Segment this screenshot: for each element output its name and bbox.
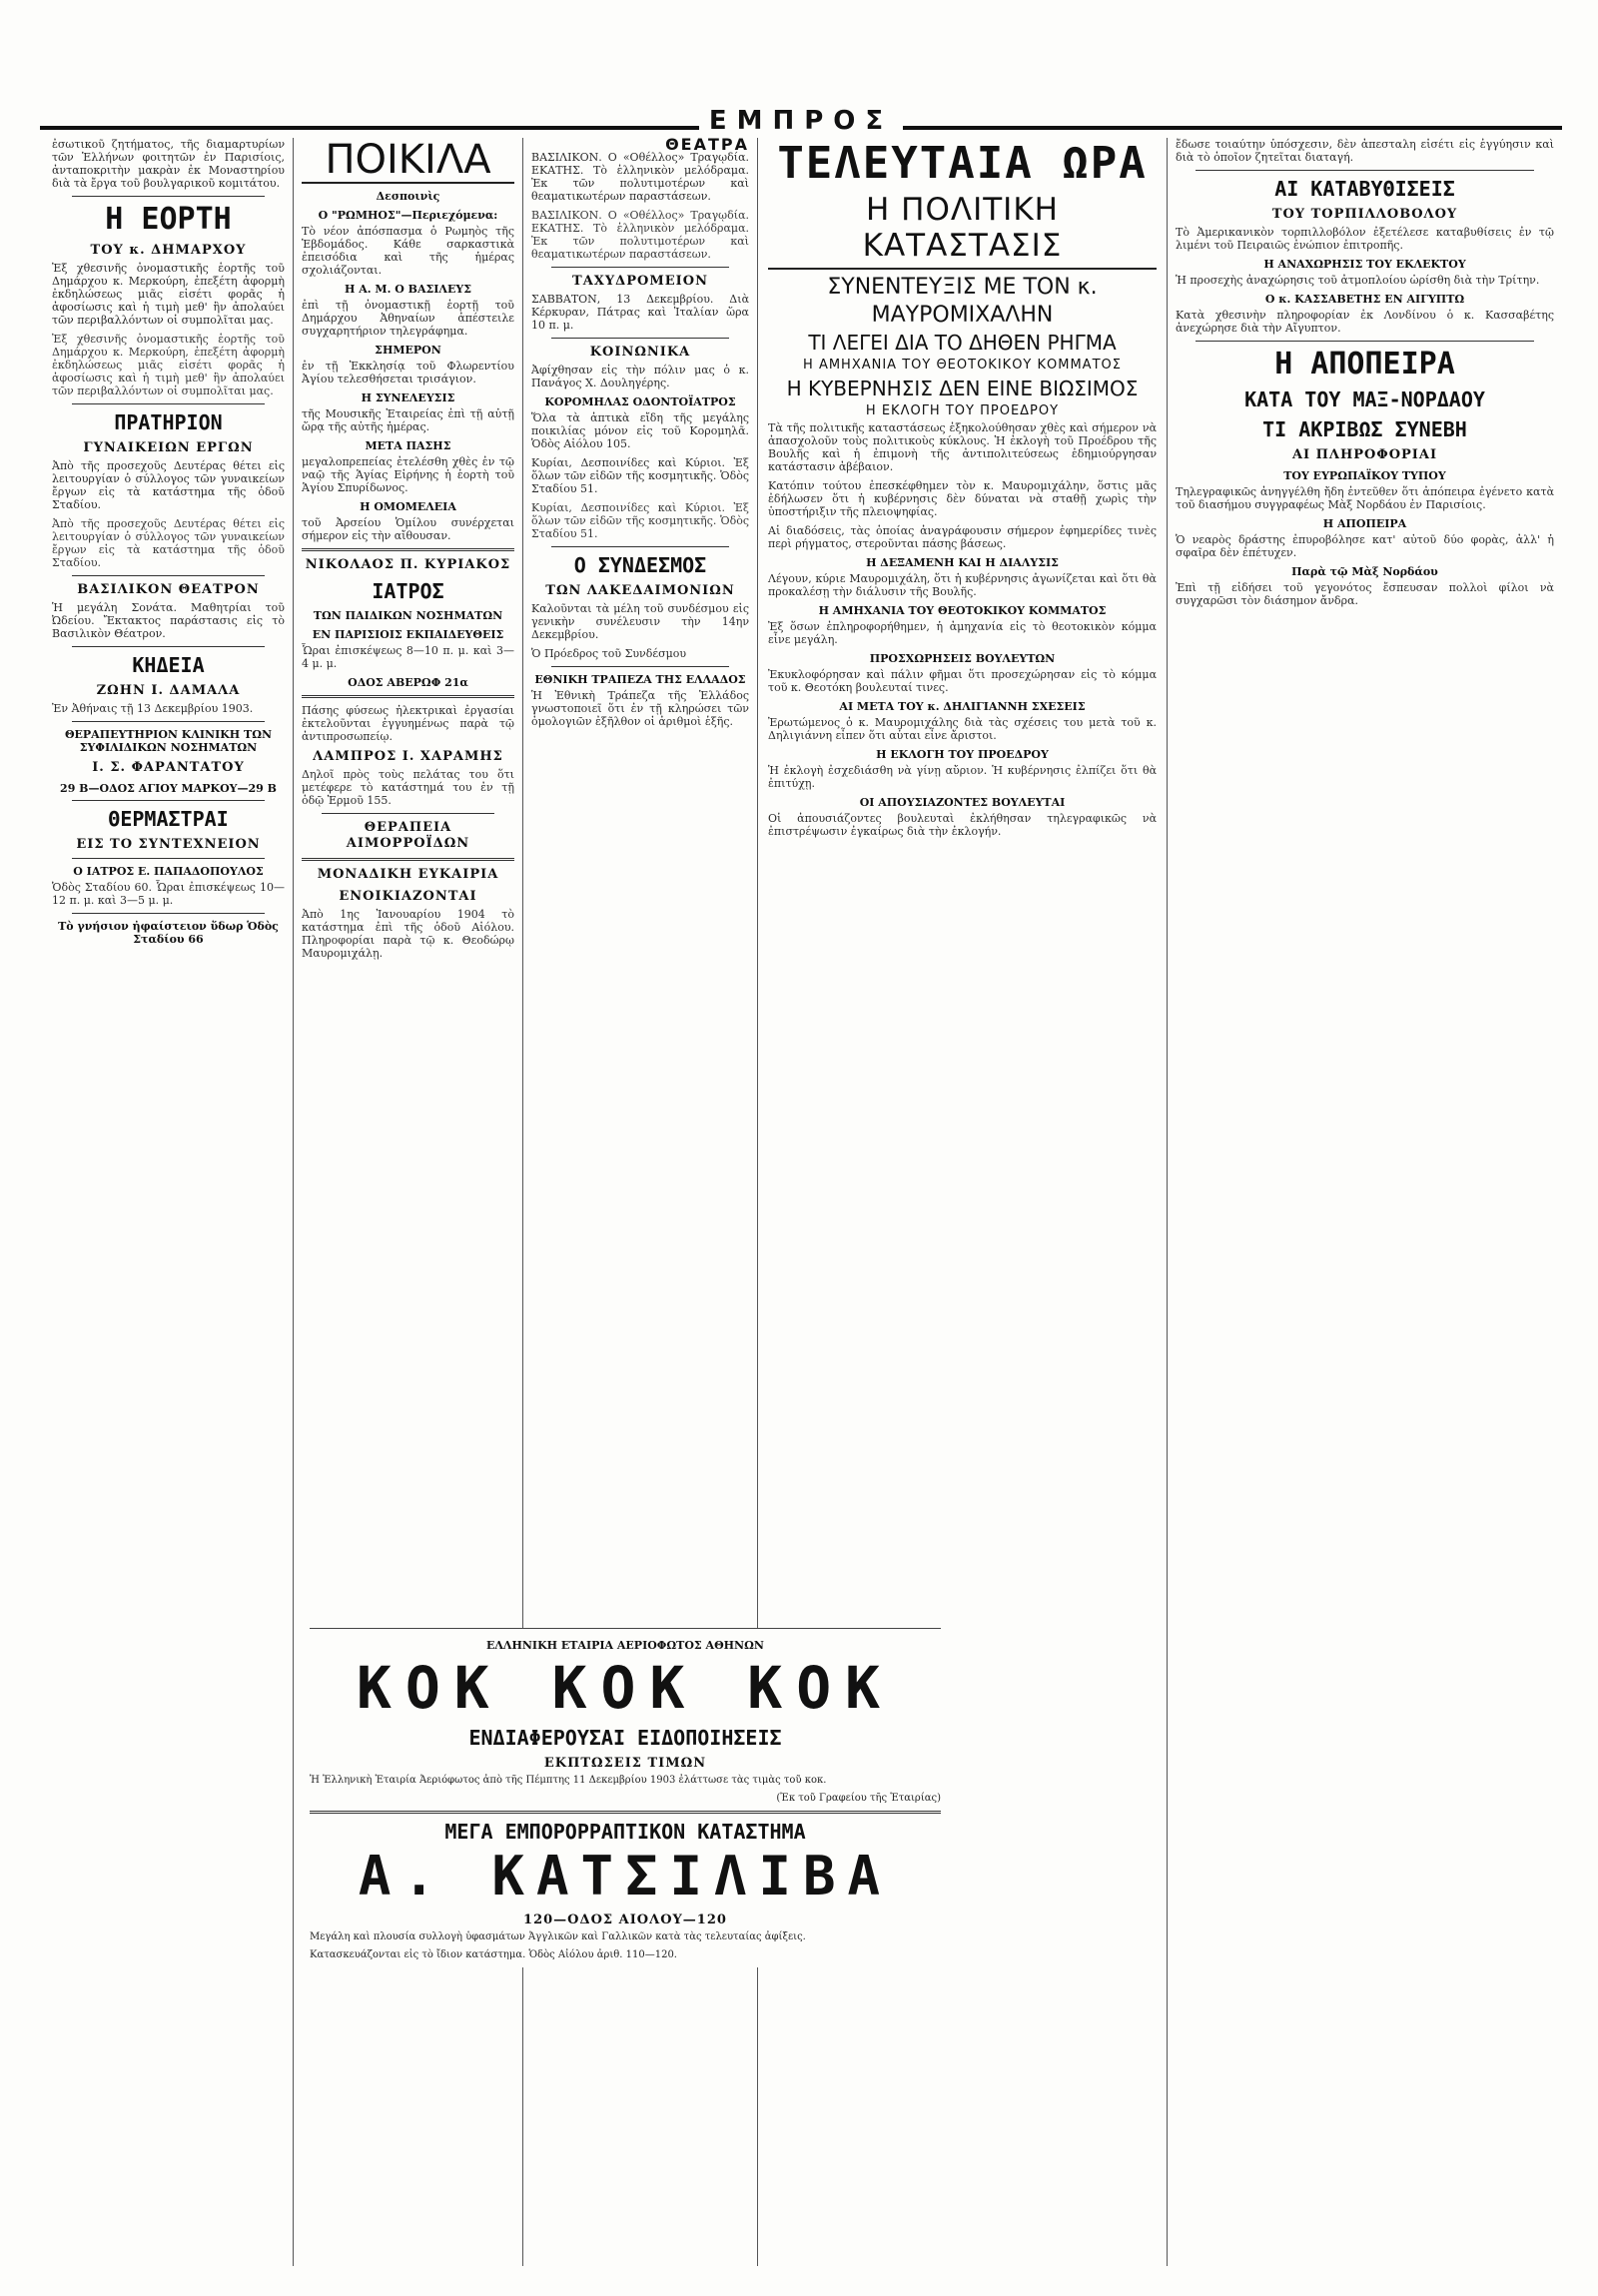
vasilef-text: ἐπὶ τῇ ὀνομαστικῇ ἑορτῇ τοῦ Δημάρχου Ἀθηναίων ἀπέστειλε συγχαρητήριον τηλεγράφημα. bbox=[302, 299, 514, 338]
theatra-title: ΘΕΑΤΡΑ bbox=[665, 138, 749, 154]
kassaveti-heading: Ο κ. ΚΑΣΣΑΒΕΤΗΣ ΕΝ ΑΙΓΥΠΤΩ bbox=[1264, 293, 1465, 306]
kyriakos-name: ΝΙΚΟΛΑΟΣ Π. ΚΥΡΙΑΚΟΣ bbox=[305, 557, 511, 572]
katsilva-text: Μεγάλη καὶ πλουσία συλλογὴ ὑφασμάτων Ἀγγλικῶν καὶ Γαλλικῶν κατὰ τὰς τελευταίας ἀφίξεις. bbox=[310, 1931, 806, 1942]
anaxorisis-heading: Η ΑΝΑΧΩΡΗΣΙΣ ΤΟΥ ΕΚΛΕΚΤΟΥ bbox=[1263, 258, 1466, 271]
koinonika-text: Ἀφίχθησαν εἰς τὴν πόλιν μας ὁ κ. Πανάγος Χ. Δουληγέρης. bbox=[531, 364, 749, 389]
lambros-name: ΛΑΜΠΡΟΣ Ι. ΧΑΡΑΜΗΣ bbox=[313, 749, 503, 764]
simeron-heading: ΣΗΜΕΡΟΝ bbox=[375, 344, 441, 357]
ti-legei-heading: ΤΙ ΛΕΓΕΙ ΔΙΑ ΤΟ ΔΗΘΕΝ ΡΗΓΜΑ bbox=[808, 331, 1117, 355]
katavyseis-text: Τὸ Ἀμερικανικὸν τορπιλλοβόλον ἐξετέλεσε καταβυθίσεις ἐν τῷ λιμένι τοῦ Πειραιῶς ἐνώπιον ἐπιτροπῆς. bbox=[1176, 226, 1554, 252]
kideia-name: ΖΩΗΝ Ι. ΔΑΜΑΛΑ bbox=[96, 683, 241, 698]
syndesmos-title: Ο ΣΥΝΔΕΣΜΟΣ bbox=[573, 553, 707, 577]
koromilas-text: Ὅλα τὰ ἀπτικὰ εἴδη τῆς μεγάλης ποικιλίας μόνον εἰς τοῦ Κορομηλᾶ. Ὁδὸς Αἰόλου 105. bbox=[531, 411, 749, 450]
poikila-text: Τὸ νέον ἀπόσπασμα ὁ Ρωμηὸς τῆς Ἑβδομάδος. Κάθε σαρκαστικὰ ἐπεισόδια καὶ τῆς ἡμέρας σχολιάζονται. bbox=[302, 225, 514, 277]
eklogi-heading: Η ΕΚΛΟΓΗ ΤΟΥ ΠΡΟΕΔΡΟΥ bbox=[865, 403, 1060, 418]
katsilva-banner: Α. ΚΑΤΣΙΛΙΒΑ bbox=[358, 1845, 893, 1908]
divider bbox=[551, 666, 729, 667]
kideia-title: ΚΗΔΕΙΑ bbox=[132, 653, 205, 677]
therm-title: ΘΕΡΜΑΣΤΡΑΙ bbox=[108, 807, 229, 831]
poikila-title: ΠΟΙΚΙΛΑ bbox=[302, 138, 514, 184]
typou-heading: ΤΟΥ ΕΥΡΩΠΑΪΚΟΥ ΤΥΠΟΥ bbox=[1283, 469, 1446, 482]
therap-name: Ι. Σ. ΦΑΡΑΝΤΑΤΟΥ bbox=[92, 760, 245, 775]
eorti-title: Η ΕΟΡΤΗ bbox=[105, 202, 232, 237]
amichania-text: Ἐξ ὅσων ἐπληροφορήθημεν, ἡ ἀμηχανία εἰς τὸ θεοτοκικὸν κόμμα εἶνε μεγάλη. bbox=[768, 620, 1157, 646]
iatros-text: Ὁδὸς Σταδίου 60. Ὧραι ἐπισκέψεως 10—12 π. μ. καὶ 3—5 μ. μ. bbox=[52, 881, 285, 907]
monadiki-text: Ἀπὸ 1ης Ἰανουαρίου 1904 τὸ κατάστημα ἐπὶ τῆς ὁδοῦ Αἰόλου. Πληροφορίαι παρὰ τῷ κ. Θεοδώρῳ Μαυρομιχάλῃ. bbox=[302, 908, 514, 960]
divider bbox=[72, 403, 265, 404]
divider bbox=[302, 548, 514, 551]
kyries-text-cont: Κυρίαι, Δεσποινίδες καὶ Κύριοι. Ἐξ ὅλων τῶν εἰδῶν τῆς κοσμητικῆς. Ὁδὸς Σταδίου 51. bbox=[531, 501, 749, 540]
divider bbox=[72, 196, 265, 197]
romios-heading: Ο "ΡΩΜΗΟΣ"—Περιεχόμενα: bbox=[318, 209, 498, 222]
endiaferouses-heading: ΕΝΔΙΑΦΕΡΟΥΣΑΙ ΕΙΔΟΠΟΙΗΣΕΙΣ bbox=[468, 1726, 782, 1750]
divider bbox=[551, 546, 729, 547]
aiporro-title: ΘΕΡΑΠΕΙΑ ΑΙΜΟΡΡΟΪΔΩΝ bbox=[346, 820, 470, 851]
ti-akrivos-heading: ΤΙ ΑΚΡΙΒΩΣ ΣΥΝΕΒΗ bbox=[1262, 417, 1467, 441]
omilia-text: τοῦ Ἀρσείου Ὁμίλου συνέρχεται σήμερον εἰς τὴν αἴθουσαν. bbox=[302, 516, 514, 542]
ethniki-text: Ἡ Ἐθνικὴ Τράπεζα τῆς Ἑλλάδος γνωστοποιεῖ ὅτι ἐν τῇ κληρώσει τῶν ὁμολογιῶν ἐξῆλθον οἱ ἀριθμοὶ ἑξῆς. bbox=[531, 689, 749, 728]
divider bbox=[1196, 170, 1534, 171]
divider bbox=[72, 575, 265, 576]
therm-subtitle: ΕΙΣ ΤΟ ΣΥΝΤΕΧΝΕΙΟΝ bbox=[76, 837, 261, 852]
theatra-text: ΒΑΣΙΛΙΚΟΝ. Ο «Οθέλλος» Τραγῳδία. ΕΚΑΤΗΣ. Τὸ ἑλληνικὸν μελόδραμα. Ἐκ τῶν πολυτιμοτέρων καὶ θεαματικωτέρων παραστάσεων. bbox=[531, 151, 749, 203]
monadiki-title: ΜΟΝΑΔΙΚΗ ΕΥΚΑΙΡΙΑ bbox=[317, 867, 499, 882]
meta-heading: ΜΕΤΑ ΠΑΣΗΣ bbox=[365, 439, 451, 452]
katavyseis-subtitle: ΤΟΥ ΤΟΡΠΙΛΛΟΒΟΛΟΥ bbox=[1271, 207, 1458, 222]
diadoseis-text: Αἱ διαδόσεις, τὰς ὁποίας ἀναγράφουσιν σήμερον ἐφημερίδες τινὲς περὶ ρήγματος, στεροῦνται πάσης βάσεως. bbox=[768, 524, 1157, 550]
politiki-para-2: Κατόπιν τούτου ἐπεσκέφθημεν τὸν κ. Μαυρομιχάλην, ὅστις μᾶς ἐδήλωσεν ὅτι ἡ κυβέρνησις δὲν δύναται νὰ σταθῇ χωρὶς τὴν ὑποστήριξιν τῆς πλειοψηφίας. bbox=[768, 479, 1157, 518]
koinonika-title: ΚΟΙΝΩΝΙΚΑ bbox=[589, 345, 691, 360]
koromilas-name: ΚΟΡΟΜΗΛΑΣ ΟΔΟΝΤΟΪΑΤΡΟΣ bbox=[544, 395, 736, 408]
eorti-subtitle: ΤΟΥ κ. ΔΗΜΑΡΧΟΥ bbox=[90, 243, 247, 258]
politiki-para-1: Τὰ τῆς πολιτικῆς καταστάσεως ἐξηκολούθησαν χθὲς καὶ σήμερον νὰ ἀπασχολοῦν τοὺς πολιτικοὺς κύκλους. Ἡ ἐκλογὴ τοῦ Προέδρου τῆς Βουλῆς καὶ ἡ ἐπιμονὴ τῆς ἀντιπολιτεύσεως ἐδημιούργησαν κατάστασιν ἀβέβαιον. bbox=[768, 421, 1157, 473]
syndesmos-text: Καλοῦνται τὰ μέλη τοῦ συνδέσμου εἰς γενικὴν συνέλευσιν τὴν 14ην Δεκεμβρίου. bbox=[531, 602, 749, 641]
divider bbox=[310, 1811, 941, 1814]
kyriakos-job: ΙΑΤΡΟΣ bbox=[372, 579, 444, 603]
apousiazontes-heading: ΟΙ ΑΠΟΥΣΙΑΖΟΝΤΕΣ ΒΟΥΛΕΥΤΑΙ bbox=[859, 796, 1066, 809]
politiki-title: Η ΠΟΛΙΤΙΚΗ ΚΑΤΑΣΤΑΣΙΣ bbox=[768, 192, 1157, 270]
anaxorisis-text: Ἡ προσεχὴς ἀναχώρησις τοῦ ἀτμοπλοίου ὡρίσθη διὰ τὴν Τρίτην. bbox=[1176, 274, 1540, 287]
apopeira-2-heading: Η ΑΠΟΠΕΙΡΑ bbox=[1322, 517, 1407, 530]
synelefsis-heading: Η ΣΥΝΕΛΕΥΣΙΣ bbox=[361, 391, 455, 404]
amichania-heading: Η ΑΜΗΧΑΝΙΑ ΤΟΥ ΘΕΟΤΟΚΙΚΟΥ ΚΟΜΜΑΤΟΣ bbox=[803, 358, 1122, 373]
divider bbox=[551, 338, 729, 339]
amichania-2-heading: Η ΑΜΗΧΑΝΙΑ ΤΟΥ ΘΕΟΤΟΚΙΚΟΥ ΚΟΜΜΑΤΟΣ bbox=[818, 604, 1107, 617]
divider bbox=[1196, 341, 1534, 342]
enoikiazontai: ΕΝΟΙΚΙΑΖΟΝΤΑΙ bbox=[339, 889, 477, 904]
etaireia-heading: ΕΛΛΗΝΙΚΗ ΕΤΑΙΡΙΑ ΑΕΡΙΟΦΩΤΟΣ ΑΘΗΝΩΝ bbox=[486, 1639, 764, 1652]
para-max-heading: Παρὰ τῷ Μὰξ Νορδάου bbox=[1291, 565, 1438, 578]
apopeira-title: Η ΑΠΟΠΕΙΡΑ bbox=[1274, 347, 1455, 382]
col5-intro: ἔδωσε τοιαύτην ὑπόσχεσιν, δὲν ἀπεσταλη εἰσέτι εἰς ἐγγύησιν καὶ διὰ τὸ ὁποῖον ζητεῖται διαταγή. bbox=[1176, 138, 1554, 164]
kideia-date: Ἐν Ἀθήναις τῇ 13 Δεκεμβρίου 1903. bbox=[52, 702, 254, 715]
theatra-text-cont: ΒΑΣΙΛΙΚΟΝ. Ο «Οθέλλος» Τραγῳδία. ΕΚΑΤΗΣ. Τὸ ἑλληνικὸν μελόδραμα. Ἐκ τῶν πολυτιμοτέρων καὶ θεαματικωτέρων παραστάσεων. bbox=[531, 209, 749, 261]
vasilikon-text: Ἡ μεγάλη Σονάτα. Μαθητρίαι τοῦ Ὠδείου. Ἔκτακτος παράστασις εἰς τὸ Βασιλικὸν Θέατρον. bbox=[52, 601, 285, 640]
lambros-text: Δηλοῖ πρὸς τοὺς πελάτας του ὅτι μετέφερε τὸ κατάστημά του ἐν τῇ ὁδῷ Ἑρμοῦ 155. bbox=[302, 768, 514, 807]
katsilva-bottom: Κατασκευάζονται εἰς τὸ ἴδιον κατάστημα. Ὁδὸς Αἰόλου ἀριθ. 110—120. bbox=[310, 1949, 677, 1960]
eorti-text: Ἐξ χθεσινῆς ὀνομαστικῆς ἑορτῆς τοῦ Δημάρχου κ. Μερκούρη, ἐπεξέτη ἀφορμὴ ἐκδηλώσεως μιᾶς εἰσέτι φορᾶς ἡ ἀφοσίωσις καὶ ἡ τιμὴ μεθ' ἣν ἀπολαύει τῶν περιβαλλόντων οἱ συμπολῖται μας. bbox=[52, 262, 285, 327]
apopeira-subtitle: ΚΑΤΑ ΤΟΥ ΜΑΞ-ΝΟΡΔΑΟΥ bbox=[1244, 387, 1485, 411]
vasilikon-title: ΒΑΣΙΛΙΚΟΝ ΘΕΑΤΡΟΝ bbox=[77, 582, 260, 597]
dexameni-heading: Η ΔΕΞΑΜΕΝΗ ΚΑΙ Η ΔΙΑΛΥΣΙΣ bbox=[866, 556, 1059, 569]
katsilva-address: 120—ΟΔΟΣ ΑΙΟΛΟΥ—120 bbox=[523, 1913, 727, 1927]
taxydromeion-text: ΣΑΒΒΑΤΟΝ, 13 Δεκεμβρίου. Διὰ Κέρκυραν, Πάτρας καὶ Ἰταλίαν ὥρα 10 π. μ. bbox=[531, 293, 749, 332]
grafeio-text: (Ἐκ τοῦ Γραφείου τῆς Ἑταιρίας) bbox=[776, 1793, 941, 1804]
pratirion-subtitle: ΓΥΝΑΙΚΕΙΩΝ ΕΡΓΩΝ bbox=[83, 440, 254, 455]
taxydromeion-title: ΤΑΧΥΔΡΟΜΕΙΟΝ bbox=[572, 274, 708, 289]
omilia-heading: Η ΟΜΟΜΕΛΕΙΑ bbox=[360, 500, 456, 513]
therap-address: 29 Β—ΟΔΟΣ ΑΓΙΟΥ ΜΑΡΚΟΥ—29 Β bbox=[60, 782, 277, 795]
syndesmos-subtitle: ΤΩΝ ΛΑΚΕΔΑΙΜΟΝΙΩΝ bbox=[545, 583, 735, 598]
divider bbox=[72, 858, 265, 859]
kyriakos-extra: ΕΝ ΠΑΡΙΣΙΟΙΣ ΕΚΠΑΙΔΕΥΘΕΙΣ bbox=[312, 628, 504, 641]
divider bbox=[72, 646, 265, 647]
divider bbox=[72, 721, 265, 722]
teleftaia-title: ΤΕΛΕΥΤΑΙΑ ΩΡΑ bbox=[777, 138, 1148, 189]
meta-text: μεγαλοπρεπείας ἐτελέσθη χθὲς ἐν τῷ ναῷ τῆς Ἁγίας Εἰρήνης ἡ ἑορτὴ τοῦ Ἁγίου Σπυρίδωνος. bbox=[302, 455, 514, 494]
masthead bbox=[40, 100, 1562, 136]
divider bbox=[551, 267, 729, 268]
divider bbox=[322, 813, 494, 814]
ekptoseis-text: Ἡ Ἑλληνικὴ Ἑταιρία Ἀεριόφωτος ἀπὸ τῆς Πέμπτης 11 Δεκεμβρίου 1903 ἐλάττωσε τὰς τιμὰς τοῦ κοκ. bbox=[310, 1775, 827, 1786]
prosxoriseis-text: Ἐκυκλοφόρησαν καὶ πάλιν φῆμαι ὅτι προσεχώρησαν εἰς τὸ κόμμα τοῦ κ. Θεοτόκη βουλευταί τινες. bbox=[768, 668, 1157, 694]
divider bbox=[302, 858, 514, 861]
column-5 bbox=[1168, 138, 1562, 2266]
diapistin-text: Ἐρωτώμενος ὁ κ. Μαυρομιχάλης διὰ τὰς σχέσεις του μετὰ τοῦ κ. Δηλιγιάννη εἶπεν ὅτι αὗται εἶνε ἄριστοι. bbox=[768, 716, 1157, 742]
kyvernisis-heading: Η ΚΥΒΕΡΝΗΣΙΣ ΔΕΝ ΕΙΝΕ ΒΙΩΣΙΜΟΣ bbox=[786, 377, 1139, 400]
divider bbox=[302, 695, 514, 698]
masthead-title: ΕΜΠΡΟΣ bbox=[699, 106, 903, 136]
kyriakos-hours: Ὧραι ἐπισκέψεως 8—10 π. μ. καὶ 3—4 μ. μ. bbox=[302, 644, 514, 670]
kyries-text: Κυρίαι, Δεσποινίδες καὶ Κύριοι. Ἐξ ὅλων τῶν εἰδῶν τῆς κοσμητικῆς. Ὁδὸς Σταδίου 51. bbox=[531, 456, 749, 495]
apopeira-text: Τηλεγραφικῶς ἀνηγγέλθη ἤδη ἐντεῦθεν ὅτι ἀπόπειρα ἐγένετο κατὰ τοῦ διασήμου συγγραφέως Μὰξ Νορδάου ἐν Παρισίοις. bbox=[1176, 485, 1554, 511]
kyriakos-address: ΟΔΟΣ ΑΒΕΡΩΦ 21α bbox=[348, 676, 468, 689]
apousiazontes-text: Οἱ ἀπουσιάζοντες βουλευταὶ ἐκλήθησαν τηλεγραφικῶς νὰ ἐπιστρέψωσιν ἐγκαίρως διὰ τὴν ἐκλογήν. bbox=[768, 812, 1157, 838]
vasilef-heading: Η Α. Μ. Ο ΒΑΣΙΛΕΥΣ bbox=[345, 283, 471, 296]
col1-intro: ἐσωτικοῦ ζητήματος, τῆς διαμαρτυρίων τῶν Ἑλλήνων φοιτητῶν ἐν Παρισίοις, ἀνταποκριτὴν μακρὰν ἐκ Μοναστηρίου διὰ τὰ ἔργα τοῦ βουλγαρικοῦ κομιτάτου. bbox=[52, 138, 285, 190]
synelefsis-text: τῆς Μουσικῆς Ἑταιρείας ἐπὶ τῇ αὐτῇ ὥρᾳ τῆς αὐτῆς ἡμέρας. bbox=[302, 407, 514, 433]
therap-title: ΘΕΡΑΠΕΥΤΗΡΙΟΝ ΚΛΙΝΙΚΗ ΤΩΝ ΣΥΦΙΛΙΔΙΚΩΝ ΝΟΣΗΜΑΤΩΝ bbox=[64, 728, 273, 754]
diapistin-heading: ΑΙ ΜΕΤΑ ΤΟΥ κ. ΔΗΛΙΓΙΑΝΝΗ ΣΧΕΣΕΙΣ bbox=[839, 700, 1086, 713]
eorti-text-cont: Ἐξ χθεσινῆς ὀνομαστικῆς ἑορτῆς τοῦ Δημάρχου κ. Μερκούρη, ἐπεξέτη ἀφορμὴ ἐκδηλώσεως μιᾶς εἰσέτι φορᾶς ἡ ἀφοσίωσις καὶ ἡ τιμὴ μεθ' ἣν ἀπολαύει τῶν περιβαλλόντων οἱ συμπολῖται μας. bbox=[52, 333, 285, 397]
wide-advertisements bbox=[310, 1628, 941, 1967]
divider bbox=[72, 800, 265, 801]
pratirion-text: Ἀπὸ τῆς προσεχοῦς Δευτέρας θέτει εἰς λειτουργίαν ὁ σύλλογος τῶν γυναικείων ἔργων εἰς τὰ κατάστημα τῆς ὁδοῦ Σταδίου. bbox=[52, 459, 285, 511]
eklogi-2-heading: Η ΕΚΛΟΓΗ ΤΟΥ ΠΡΟΕΔΡΟΥ bbox=[876, 748, 1049, 761]
pratirion-title: ΠΡΑΤΗΡΙΟΝ bbox=[114, 410, 223, 434]
kok-banner: ΚΟΚ ΚΟΚ ΚΟΚ bbox=[356, 1654, 895, 1722]
para-max-text: Ἐπὶ τῇ εἰδήσει τοῦ γεγονότος ἔσπευσαν πολλοὶ φίλοι νὰ συγχαρῶσι τὸν διάσημον ἄνδρα. bbox=[1176, 581, 1554, 607]
simeron-text: ἐν τῇ Ἐκκλησίᾳ τοῦ Φλωρεντίου Ἀγίου τελεσθήσεται τρισάγιον. bbox=[302, 360, 514, 385]
col1-bottom: Τὸ γνήσιον ἠφαίστειον ὕδωρ Ὁδὸς Σταδίου 66 bbox=[58, 920, 279, 946]
divider bbox=[72, 913, 265, 914]
column-1 bbox=[44, 138, 294, 2266]
synenteuxis-heading: ΣΥΝΕΝΤΕΥΞΙΣ ΜΕ ΤΟΝ κ. ΜΑΥΡΟΜΙΧΑΛΗΝ bbox=[827, 275, 1098, 328]
ad-text: Πάσης φύσεως ἠλεκτρικαὶ ἐργασίαι ἐκτελοῦνται ἐγγυημένως παρὰ τῷ ἀντιπροσωπείῳ. bbox=[302, 704, 514, 743]
apopeira-2-text: Ὁ νεαρὸς δράστης ἐπυροβόλησε κατ' αὐτοῦ δύο φορὰς, ἀλλ' ἡ σφαῖρα δὲν ἐπέτυχεν. bbox=[1176, 533, 1554, 559]
ekptoseis-heading: ΕΚΠΤΩΣΕΙΣ ΤΙΜΩΝ bbox=[543, 1756, 707, 1771]
eklogi-text: Ἡ ἐκλογὴ ἐσχεδιάσθη νὰ γίνῃ αὔριον. Ἡ κυβέρνησις ἐλπίζει ὅτι θὰ ἐπιτύχῃ. bbox=[768, 764, 1157, 790]
pratirion-text-cont: Ἀπὸ τῆς προσεχοῦς Δευτέρας θέτει εἰς λειτουργίαν ὁ σύλλογος τῶν γυναικείων ἔργων εἰς τὰ κατάστημα τῆς ὁδοῦ Σταδίου. bbox=[52, 517, 285, 569]
plirofories-heading: ΑΙ ΠΛΗΡΟΦΟΡΙΑΙ bbox=[1291, 447, 1438, 462]
poikila-subtitle: Δεσποινὶς bbox=[376, 190, 440, 203]
megaempor-heading: ΜΕΓΑ ΕΜΠΟΡΟΡΡΑΠΤΙΚΟΝ ΚΑΤΑΣΤΗΜΑ bbox=[444, 1820, 806, 1844]
katavyseis-title: ΑΙ ΚΑΤΑΒΥΘΙΣΕΙΣ bbox=[1274, 177, 1455, 201]
ethniki-title: ΕΘΝΙΚΗ ΤΡΑΠΕΖΑ ΤΗΣ ΕΛΛΑΔΟΣ bbox=[534, 673, 746, 686]
prosxoriseis-heading: ΠΡΟΣΧΩΡΗΣΕΙΣ ΒΟΥΛΕΥΤΩΝ bbox=[869, 652, 1056, 665]
syndesmos-signature: Ὁ Πρόεδρος τοῦ Συνδέσμου bbox=[531, 647, 687, 660]
iatros-title: Ο ΙΑΤΡΟΣ Ε. ΠΑΠΑΔΟΠΟΥΛΟΣ bbox=[73, 865, 264, 878]
kyriakos-specialty: ΤΩΝ ΠΑΙΔΙΚΩΝ ΝΟΣΗΜΑΤΩΝ bbox=[313, 609, 503, 622]
dexameni-text: Λέγουν, κύριε Μαυρομιχάλη, ὅτι ἡ κυβέρνησις ἀγωνίζεται καὶ ὅτι θὰ προκαλέσῃ τὴν διάλυσιν τῆς Βουλῆς. bbox=[768, 572, 1157, 598]
kassaveti-text: Κατὰ χθεσινὴν πληροφορίαν ἐκ Λονδίνου ὁ κ. Κασσαβέτης ἀνεχώρησε διὰ τὴν Αἴγυπτον. bbox=[1176, 309, 1554, 335]
